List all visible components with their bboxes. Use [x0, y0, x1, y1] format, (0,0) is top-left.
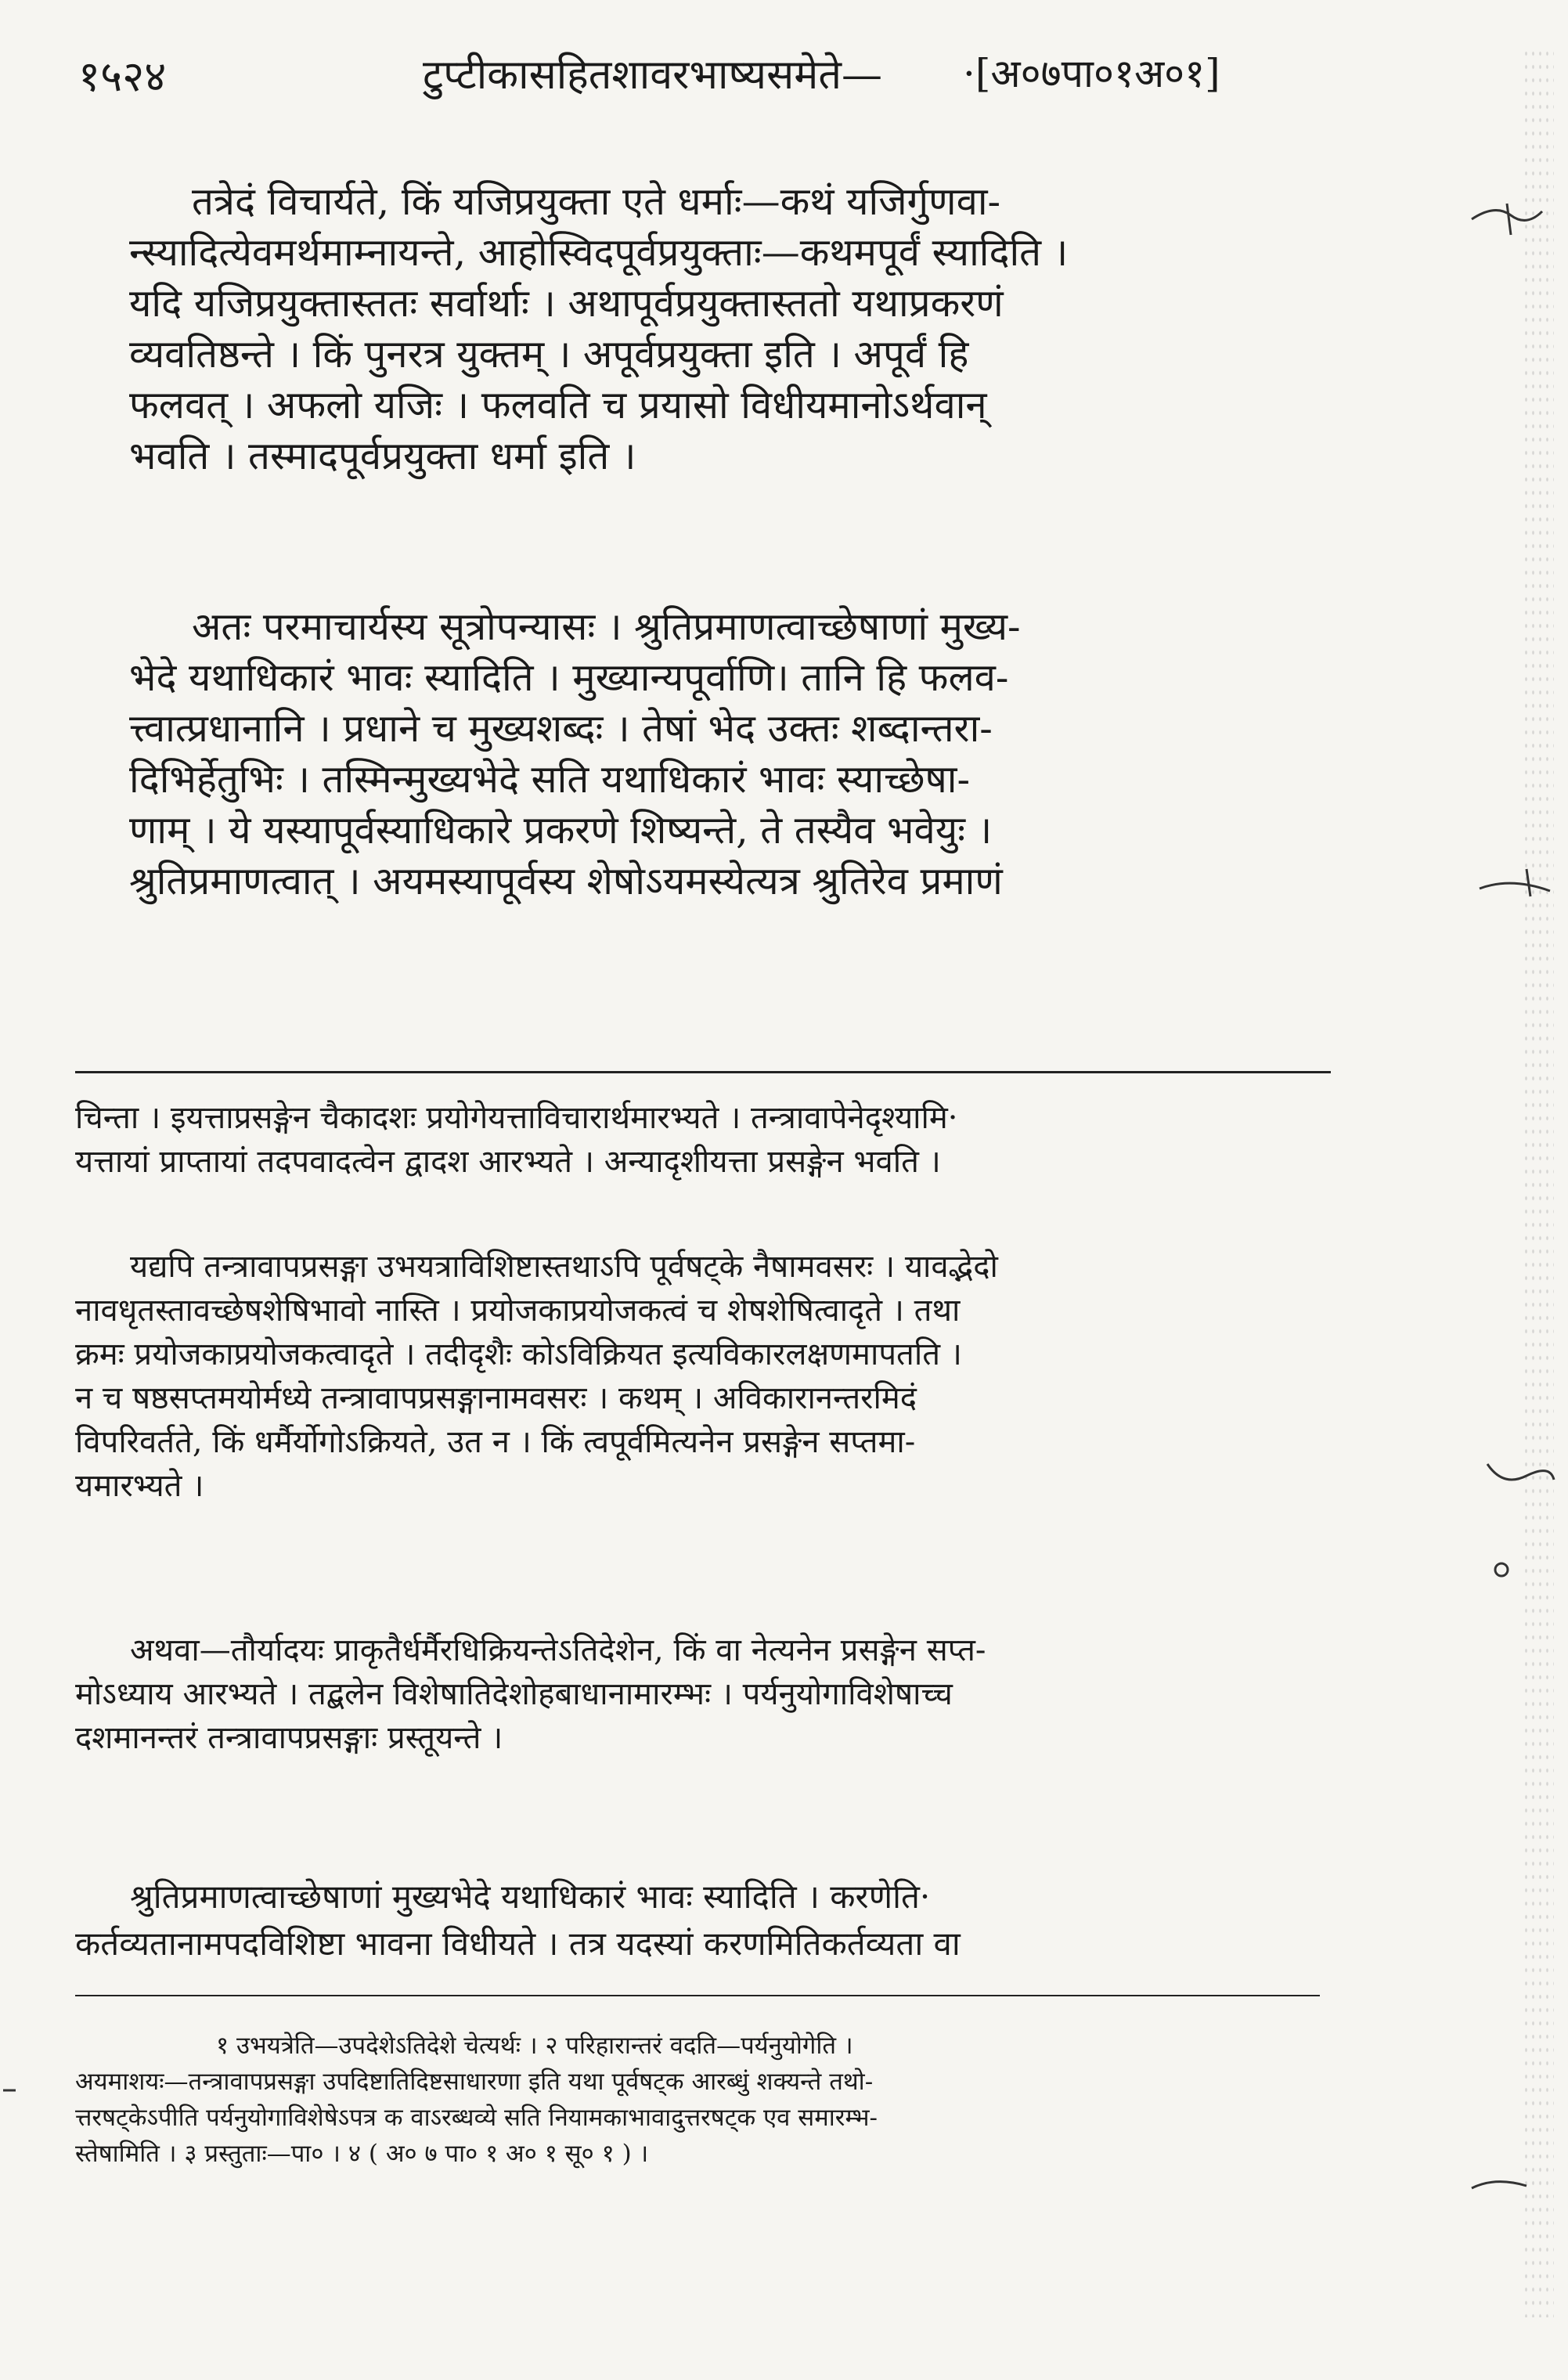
text-line: यदि यजिप्रयुक्तास्ततः सर्वार्थाः । अथापूर्वप्रयुक्तास्ततो यथाप्रकरणं: [129, 281, 1004, 326]
margin-scribble: [1480, 1448, 1558, 1495]
footnote-line: स्तेषामिति । ३ प्रस्तुताः—पा० । ४ ( अ० ७ पा० १ अ० १ सू० १ ) ।: [75, 2140, 649, 2168]
main-paragraph-2: [129, 601, 1319, 907]
text-line: अथवा—तौर्यादयः प्राकृतैर्धर्मैरधिक्रियन्तेऽतिदेशेन, किं वा नेत्यनेन प्रसङ्गेन सप्त-: [130, 1632, 986, 1668]
text-line: मोऽध्याय आरभ्यते । तद्बलेन विशेषातिदेशोहबाधानामारम्भः । पर्यनुयोगाविशेषाच्च: [75, 1676, 953, 1712]
text-line: यद्यपि तन्त्रावापप्रसङ्गा उभयत्राविशिष्टास्तथाऽपि पूर्वषट्के नैषामवसरः । यावद्भेदो: [130, 1249, 998, 1285]
text-line: विपरिवर्तते, किं धर्मैर्योगोऽक्रियते, उत न । किं त्वपूर्वमित्यनेन प्रसङ्गेन सप्तमा-: [75, 1424, 916, 1460]
text-line: दशमानन्तरं तन्त्रावापप्रसङ्गाः प्रस्तूयन्ते ।: [75, 1720, 503, 1756]
text-line: त्त्वात्प्रधानानि । प्रधाने च मुख्यशब्दः । तेषां भेद उक्तः शब्दान्तरा-: [129, 706, 993, 751]
text-line: यमारभ्यते ।: [75, 1468, 204, 1504]
margin-dash: [0, 2082, 23, 2098]
margin-scribble: [1464, 2169, 1534, 2200]
margin-circle: [1487, 1554, 1519, 1585]
main-paragraph-1: [129, 176, 1319, 481]
text-line: व्यवतिष्ठन्ते । किं पुनरत्र युक्तम् । अपूर्वप्रयुक्ता इति । अपूर्वं हि: [129, 332, 969, 377]
text-line: तत्रेदं विचार्यते, किं यजिप्रयुक्ता एते धर्माः—कथं यजिर्गुणवा-: [192, 179, 1001, 224]
text-line: यत्तायां प्राप्तायां तदपवादत्वेन द्वादश आरभ्यते । अन्यादृशीयत्ता प्रसङ्गेन भवति ।: [75, 1144, 941, 1180]
section-reference: ·[अ०७पा०१अ०१]: [963, 51, 1220, 96]
text-line: दिभिर्हेतुभिः । तस्मिन्मुख्यभेदे सति यथाधिकारं भावः स्याच्छेषा-: [129, 757, 971, 802]
footnote-line: त्तरषट्केऽपीति पर्यनुयोगाविशेषेऽपत्र क वाऽरब्धव्ये सति नियामकाभावादुत्तरषट्क एव समारम्भ-: [75, 2104, 878, 2132]
text-line: कर्तव्यतानामपदविशिष्टा भावना विधीयते । तत्र यदस्यां करणमितिकर्तव्यता वा: [75, 1924, 961, 1963]
text-line: भवति । तस्मादपूर्वप्रयुक्ता धर्मा इति ।: [129, 434, 636, 478]
text-line: णाम् । ये यस्यापूर्वस्याधिकारे प्रकरणे शिष्यन्ते, ते तस्यैव भवेयुः ।: [129, 808, 993, 853]
text-line: न्स्यादित्येवमर्थमाम्नायन्ते, आहोस्विदपूर्वप्रयुक्ताः—कथमपूर्वं स्यादिति ।: [129, 230, 1069, 275]
margin-scribble: [1464, 188, 1550, 251]
text-line: श्रुतिप्रमाणत्वात् । अयमस्यापूर्वस्य शेषोऽयमस्येत्यत्र श्रुतिरेव प्रमाणं: [129, 859, 1003, 903]
section-divider: [75, 1071, 1331, 1073]
footnote-line: १ उभयत्रेति—उपदेशेऽतिदेशे चेत्यर्थः । २ परिहारान्तरं वदति—पर्यनुयोगेति ।: [216, 2032, 853, 2060]
text-line: क्रमः प्रयोजकाप्रयोजकत्वादृते । तदीदृशैः कोऽविक्रियत इत्यविकारलक्षणमापतति ।: [75, 1336, 962, 1372]
page-number: १५२४: [78, 52, 167, 101]
text-line: नावधृतस्तावच्छेषशेषिभावो नास्ति । प्रयोजकाप्रयोजकत्वं च शेषशेषित्वादृते । तथा: [75, 1293, 961, 1329]
text-line: चिन्ता । इयत्ताप्रसङ्गेन चैकादशः प्रयोगेयत्ताविचारार्थमारभ्यते । तन्त्रावापेनेदृश्यामि·: [75, 1100, 958, 1136]
running-title: टुप्टीकासहितशावरभाष्यसमेते—: [423, 52, 882, 99]
text-line: न च षष्ठसप्तमयोर्मध्ये तन्त्रावापप्रसङ्गानामवसरः । कथम् । अविकारानन्तरमिदं: [75, 1380, 917, 1416]
text-line: अतः परमाचार्यस्य सूत्रोपन्यासः । श्रुतिप्रमाणत्वाच्छेषाणां मुख्य-: [192, 604, 1021, 649]
commentary-paragraph-4: [75, 1873, 1328, 1967]
footnote-divider: [75, 1995, 1320, 1996]
text-line: भेदे यथाधिकारं भावः स्यादिति । मुख्यान्यपूर्वाणि। तानि हि फलव-: [129, 655, 1009, 700]
commentary-paragraph-2: [75, 1245, 1328, 1508]
page-header: [0, 45, 1568, 108]
margin-scribble: [1472, 861, 1558, 908]
footnote-line: अयमाशयः—तन्त्रावापप्रसङ्गा उपदिष्टातिदिष्टसाधारणा इति यथा पूर्वषट्क आरब्धुं शक्यन्ते तथो-: [75, 2068, 874, 2096]
commentary-paragraph-3: [75, 1628, 1328, 1760]
text-line: फलवत् । अफलो यजिः । फलवति च प्रयासो विधीयमानोऽर्थवान्: [129, 383, 987, 427]
scan-speckle: [1523, 47, 1554, 2317]
footnotes: [75, 2028, 1336, 2172]
commentary-paragraph-1: [75, 1096, 1328, 1184]
text-line: श्रुतिप्रमाणत्वाच्छेषाणां मुख्यभेदे यथाधिकारं भावः स्यादिति । करणेति·: [130, 1877, 931, 1916]
